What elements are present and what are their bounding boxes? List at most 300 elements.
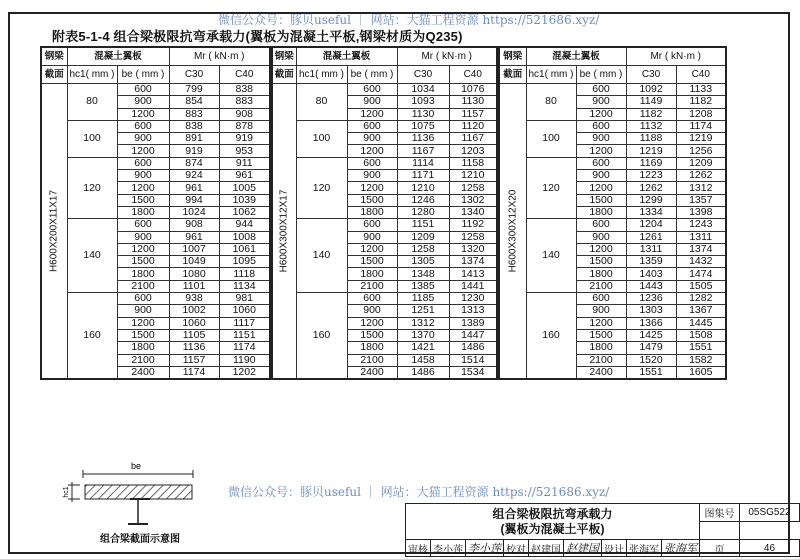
c30-value: 1182 <box>626 108 676 120</box>
c40-value: 1311 <box>676 231 726 243</box>
title-line-2: (翼板为混凝土平板) <box>500 521 605 536</box>
table-row <box>41 219 270 231</box>
c30-value: 1002 <box>169 305 219 317</box>
be-value: 1200 <box>576 243 626 255</box>
section-header-2: 截面 <box>41 66 67 84</box>
be-value: 900 <box>576 133 626 145</box>
c40-header: C40 <box>676 66 726 84</box>
be-value: 600 <box>576 293 626 305</box>
c30-value: 1359 <box>626 256 676 268</box>
c40-value: 1508 <box>676 329 726 341</box>
page-label: 页 <box>700 540 740 557</box>
c30-value: 1157 <box>169 354 219 366</box>
checker-name: 赵建国 <box>529 540 564 557</box>
be-value: 600 <box>347 219 397 231</box>
c30-header: C30 <box>626 66 676 84</box>
het-value: 100 <box>67 120 117 157</box>
be-header: be ( mm ) <box>347 66 397 84</box>
be-value: 600 <box>576 84 626 96</box>
c30-value: 1188 <box>626 133 676 145</box>
c40-value: 1313 <box>449 305 497 317</box>
c40-value: 1413 <box>449 268 497 280</box>
het-dim-label: hc1 <box>63 486 70 498</box>
c30-value: 1209 <box>397 231 449 243</box>
c40-value: 1158 <box>449 157 497 169</box>
c30-value: 994 <box>169 194 219 206</box>
c30-value: 1024 <box>169 206 219 218</box>
c40-value: 953 <box>219 145 270 157</box>
table-row <box>272 120 497 132</box>
c40-value: 1258 <box>449 231 497 243</box>
c40-value: 1190 <box>219 354 270 366</box>
table-row <box>41 293 270 305</box>
c40-value: 1151 <box>219 329 270 341</box>
c30-value: 1311 <box>626 243 676 255</box>
c40-value: 911 <box>219 157 270 169</box>
c40-value: 1320 <box>449 243 497 255</box>
c40-value: 1374 <box>449 256 497 268</box>
c40-value: 1202 <box>219 366 270 379</box>
c40-value: 1258 <box>449 182 497 194</box>
het-value: 140 <box>67 219 117 293</box>
be-value: 1200 <box>117 182 169 194</box>
c40-value: 944 <box>219 219 270 231</box>
section-name: H600X200X11X17 <box>48 190 60 273</box>
c30-value: 1305 <box>397 256 449 268</box>
table-row <box>499 157 726 169</box>
be-value: 900 <box>347 170 397 182</box>
c30-value: 1101 <box>169 280 219 292</box>
c30-value: 938 <box>169 293 219 305</box>
c40-value: 1005 <box>219 182 270 194</box>
c40-value: 1505 <box>676 280 726 292</box>
c40-value: 961 <box>219 170 270 182</box>
c40-value: 1357 <box>676 194 726 206</box>
c30-value: 924 <box>169 170 219 182</box>
c30-value: 1385 <box>397 280 449 292</box>
c30-value: 1151 <box>397 219 449 231</box>
table-row <box>499 219 726 231</box>
c30-value: 854 <box>169 96 219 108</box>
c40-value: 1182 <box>676 96 726 108</box>
c40-value: 1441 <box>449 280 497 292</box>
c40-value: 1445 <box>676 317 726 329</box>
c40-value: 1120 <box>449 120 497 132</box>
c40-value: 1551 <box>676 342 726 354</box>
be-value: 600 <box>117 120 169 132</box>
c30-value: 1204 <box>626 219 676 231</box>
be-value: 1200 <box>117 108 169 120</box>
c40-value: 1174 <box>219 342 270 354</box>
be-value: 600 <box>117 157 169 169</box>
design-label: 设计 <box>602 540 627 557</box>
be-value: 1200 <box>347 317 397 329</box>
c40-value: 1243 <box>676 219 726 231</box>
be-dim-label: be <box>130 462 142 471</box>
c30-value: 1149 <box>626 96 676 108</box>
c40-value: 1389 <box>449 317 497 329</box>
section-label <box>272 84 296 380</box>
c30-value: 874 <box>169 157 219 169</box>
page-number: 46 <box>739 540 799 557</box>
c30-value: 1348 <box>397 268 449 280</box>
atlas-label: 图集号 <box>700 504 740 522</box>
het-value: 140 <box>526 219 576 293</box>
c30-value: 961 <box>169 231 219 243</box>
c40-value: 1474 <box>676 268 726 280</box>
c40-value: 1008 <box>219 231 270 243</box>
be-value: 2400 <box>117 366 169 379</box>
c40-value: 1367 <box>676 305 726 317</box>
c30-value: 1114 <box>397 157 449 169</box>
be-value: 1800 <box>117 268 169 280</box>
be-value: 1800 <box>347 206 397 218</box>
capacity-table-1 <box>40 46 271 380</box>
c40-value: 981 <box>219 293 270 305</box>
be-value: 600 <box>117 84 169 96</box>
het-value: 120 <box>296 157 347 218</box>
be-value: 900 <box>117 133 169 145</box>
c30-value: 1299 <box>626 194 676 206</box>
c40-header: C40 <box>449 66 497 84</box>
c40-value: 1534 <box>449 366 497 379</box>
c40-value: 1210 <box>449 170 497 182</box>
het-value: 120 <box>526 157 576 218</box>
be-value: 2400 <box>576 366 626 379</box>
be-value: 600 <box>117 293 169 305</box>
capacity-tables <box>40 46 727 380</box>
c40-value: 1062 <box>219 206 270 218</box>
c30-value: 1130 <box>397 108 449 120</box>
section-label <box>499 84 526 380</box>
watermark-bottom: 微信公众号：豚贝useful ｜ 网站：大猫工程资源 https://521686.xyz/ <box>228 485 610 499</box>
be-value: 1500 <box>117 194 169 206</box>
c30-value: 1007 <box>169 243 219 255</box>
reviewer-signature: 李小莲 <box>466 540 504 557</box>
review-label: 审核 <box>406 540 431 557</box>
title-block-title <box>406 504 700 540</box>
c30-value: 919 <box>169 145 219 157</box>
be-value: 600 <box>576 157 626 169</box>
be-value: 900 <box>347 96 397 108</box>
c30-value: 1223 <box>626 170 676 182</box>
c40-value: 1208 <box>676 108 726 120</box>
be-value: 1200 <box>347 145 397 157</box>
c40-value: 1118 <box>219 268 270 280</box>
c40-value: 1157 <box>449 108 497 120</box>
be-value: 2100 <box>576 280 626 292</box>
be-value: 900 <box>117 96 169 108</box>
c40-value: 883 <box>219 96 270 108</box>
c30-value: 908 <box>169 219 219 231</box>
be-value: 2100 <box>576 354 626 366</box>
c30-value: 1486 <box>397 366 449 379</box>
het-value: 100 <box>296 120 347 157</box>
c40-value: 1203 <box>449 145 497 157</box>
c40-value: 1514 <box>449 354 497 366</box>
be-value: 900 <box>117 305 169 317</box>
het-value: 120 <box>67 157 117 218</box>
check-label: 校对 <box>504 540 529 557</box>
c30-value: 1174 <box>169 366 219 379</box>
c30-value: 1093 <box>397 96 449 108</box>
section-name: H600X300X12X17 <box>278 189 290 273</box>
be-value: 900 <box>347 305 397 317</box>
be-value: 1200 <box>347 108 397 120</box>
be-value: 1200 <box>576 108 626 120</box>
section-name: H600X300X12X20 <box>507 189 519 273</box>
het-value: 140 <box>296 219 347 293</box>
title-block <box>405 503 800 557</box>
c40-value: 1605 <box>676 366 726 379</box>
section-header-2: 截面 <box>499 66 526 84</box>
atlas-number: 05SG522 <box>739 504 799 522</box>
designer-signature: 张海军 <box>662 540 700 557</box>
c40-value: 1133 <box>676 84 726 96</box>
checker-signature: 赵建国 <box>564 540 602 557</box>
be-value: 2100 <box>347 354 397 366</box>
section-header: 钢梁 <box>272 47 296 66</box>
c30-value: 1185 <box>397 293 449 305</box>
be-value: 1500 <box>117 256 169 268</box>
het-header: hc1( mm ) <box>296 66 347 84</box>
table-row <box>272 219 497 231</box>
c30-value: 1262 <box>626 182 676 194</box>
c30-value: 1303 <box>626 305 676 317</box>
be-value: 2100 <box>117 280 169 292</box>
be-value: 1500 <box>347 194 397 206</box>
be-value: 600 <box>347 120 397 132</box>
c40-value: 1312 <box>676 182 726 194</box>
section-header: 钢梁 <box>499 47 526 66</box>
section-header: 钢梁 <box>41 47 67 66</box>
c40-value: 1256 <box>676 145 726 157</box>
table-row <box>41 84 270 96</box>
c40-value: 1134 <box>219 280 270 292</box>
c40-value: 1340 <box>449 206 497 218</box>
be-value: 1800 <box>576 342 626 354</box>
c30-value: 1210 <box>397 182 449 194</box>
be-header: be ( mm ) <box>576 66 626 84</box>
be-value: 600 <box>347 84 397 96</box>
be-value: 1200 <box>117 145 169 157</box>
c40-value: 1192 <box>449 219 497 231</box>
c30-value: 1219 <box>626 145 676 157</box>
het-value: 80 <box>526 84 576 121</box>
c30-header: C30 <box>397 66 449 84</box>
c30-value: 1080 <box>169 268 219 280</box>
het-value: 100 <box>526 120 576 157</box>
c40-value: 1374 <box>676 243 726 255</box>
c40-header: C40 <box>219 66 270 84</box>
c40-value: 1039 <box>219 194 270 206</box>
reviewer-name: 李小莲 <box>431 540 466 557</box>
be-value: 600 <box>117 219 169 231</box>
be-value: 2100 <box>347 280 397 292</box>
c40-value: 1117 <box>219 317 270 329</box>
c40-value: 1582 <box>676 354 726 366</box>
table-row <box>499 120 726 132</box>
c30-value: 1136 <box>397 133 449 145</box>
table-row <box>499 293 726 305</box>
capacity-table-3 <box>498 46 727 380</box>
title-line-1: 组合梁极限抗弯承载力 <box>492 506 613 521</box>
het-value: 160 <box>67 293 117 380</box>
c30-value: 961 <box>169 182 219 194</box>
c40-value: 1432 <box>676 256 726 268</box>
be-value: 1800 <box>576 268 626 280</box>
c40-value: 908 <box>219 108 270 120</box>
be-header: be ( mm ) <box>117 66 169 84</box>
be-value: 1800 <box>347 268 397 280</box>
table-row <box>41 120 270 132</box>
c30-value: 1479 <box>626 342 676 354</box>
mr-header: Mr ( kN·m ) <box>626 47 726 66</box>
be-value: 1200 <box>117 317 169 329</box>
be-value: 900 <box>117 170 169 182</box>
c40-value: 1219 <box>676 133 726 145</box>
c30-value: 883 <box>169 108 219 120</box>
be-value: 900 <box>576 231 626 243</box>
c30-value: 1034 <box>397 84 449 96</box>
c40-value: 1447 <box>449 329 497 341</box>
be-value: 1200 <box>117 243 169 255</box>
be-value: 600 <box>347 157 397 169</box>
c30-value: 1132 <box>626 120 676 132</box>
c40-value: 838 <box>219 84 270 96</box>
c30-value: 1520 <box>626 354 676 366</box>
table-row <box>272 157 497 169</box>
be-value: 1500 <box>117 329 169 341</box>
c40-value: 1174 <box>676 120 726 132</box>
c30-value: 1261 <box>626 231 676 243</box>
het-value: 80 <box>296 84 347 121</box>
be-value: 1800 <box>576 206 626 218</box>
designer-name: 张海军 <box>627 540 662 557</box>
c40-value: 1209 <box>676 157 726 169</box>
mr-header: Mr ( kN·m ) <box>397 47 497 66</box>
c30-header: C30 <box>169 66 219 84</box>
c30-value: 1049 <box>169 256 219 268</box>
c30-value: 1280 <box>397 206 449 218</box>
c30-value: 799 <box>169 84 219 96</box>
c40-value: 1282 <box>676 293 726 305</box>
c30-value: 1403 <box>626 268 676 280</box>
c30-value: 1425 <box>626 329 676 341</box>
section-header-2: 截面 <box>272 66 296 84</box>
c30-value: 1421 <box>397 342 449 354</box>
c40-value: 919 <box>219 133 270 145</box>
c30-value: 1443 <box>626 280 676 292</box>
c40-value: 1302 <box>449 194 497 206</box>
c40-value: 1095 <box>219 256 270 268</box>
c30-value: 1258 <box>397 243 449 255</box>
c40-value: 1398 <box>676 206 726 218</box>
be-value: 600 <box>347 293 397 305</box>
c40-value: 1061 <box>219 243 270 255</box>
be-value: 900 <box>347 231 397 243</box>
be-value: 900 <box>347 133 397 145</box>
be-value: 900 <box>117 231 169 243</box>
be-value: 1200 <box>576 145 626 157</box>
be-value: 1500 <box>576 329 626 341</box>
c30-value: 1171 <box>397 170 449 182</box>
het-header: hc1( mm ) <box>526 66 576 84</box>
c30-value: 1075 <box>397 120 449 132</box>
be-value: 900 <box>576 305 626 317</box>
c30-value: 1092 <box>626 84 676 96</box>
be-value: 1800 <box>117 206 169 218</box>
be-value: 600 <box>576 120 626 132</box>
c30-value: 1251 <box>397 305 449 317</box>
het-value: 80 <box>67 84 117 121</box>
c40-value: 1130 <box>449 96 497 108</box>
table-row <box>272 84 497 96</box>
c40-value: 1060 <box>219 305 270 317</box>
diagram-caption: 组合梁截面示意图 <box>100 534 180 545</box>
be-value: 1200 <box>576 182 626 194</box>
be-value: 1500 <box>347 329 397 341</box>
watermark-top: 微信公众号：豚贝useful ｜ 网站：大猫工程资源 https://521686.xyz/ <box>218 13 600 27</box>
table-row <box>41 157 270 169</box>
c40-value: 1076 <box>449 84 497 96</box>
c30-value: 1551 <box>626 366 676 379</box>
het-header: hc1( mm ) <box>67 66 117 84</box>
page-title: 附表5-1-4 组合梁极限抗弯承载力(翼板为混凝土平板,钢梁材质为Q235) <box>52 29 463 44</box>
c40-value: 1230 <box>449 293 497 305</box>
c40-value: 1262 <box>676 170 726 182</box>
c40-value: 1486 <box>449 342 497 354</box>
c30-value: 1370 <box>397 329 449 341</box>
be-value: 1200 <box>576 317 626 329</box>
capacity-table-2 <box>271 46 498 380</box>
c30-value: 1236 <box>626 293 676 305</box>
be-value: 1200 <box>347 243 397 255</box>
be-value: 1500 <box>576 194 626 206</box>
be-value: 2400 <box>347 366 397 379</box>
be-value: 1500 <box>347 256 397 268</box>
c30-value: 1458 <box>397 354 449 366</box>
slab-header: 混凝土翼板 <box>526 47 626 66</box>
het-value: 160 <box>526 293 576 380</box>
het-value: 160 <box>296 293 347 380</box>
table-row <box>499 84 726 96</box>
c40-value: 1167 <box>449 133 497 145</box>
section-label <box>41 84 67 380</box>
c30-value: 838 <box>169 120 219 132</box>
c30-value: 1334 <box>626 206 676 218</box>
be-value: 600 <box>576 219 626 231</box>
slab-header: 混凝土翼板 <box>296 47 397 66</box>
c30-value: 1366 <box>626 317 676 329</box>
c30-value: 1312 <box>397 317 449 329</box>
be-value: 2100 <box>117 354 169 366</box>
c30-value: 1169 <box>626 157 676 169</box>
slab-header: 混凝土翼板 <box>67 47 169 66</box>
be-value: 1200 <box>347 182 397 194</box>
table-row <box>272 293 497 305</box>
be-value: 1500 <box>576 256 626 268</box>
c30-value: 891 <box>169 133 219 145</box>
mr-header: Mr ( kN·m ) <box>169 47 270 66</box>
c40-value: 878 <box>219 120 270 132</box>
c30-value: 1136 <box>169 342 219 354</box>
be-value: 900 <box>576 96 626 108</box>
be-value: 1800 <box>117 342 169 354</box>
c30-value: 1060 <box>169 317 219 329</box>
c30-value: 1246 <box>397 194 449 206</box>
be-value: 1800 <box>347 342 397 354</box>
